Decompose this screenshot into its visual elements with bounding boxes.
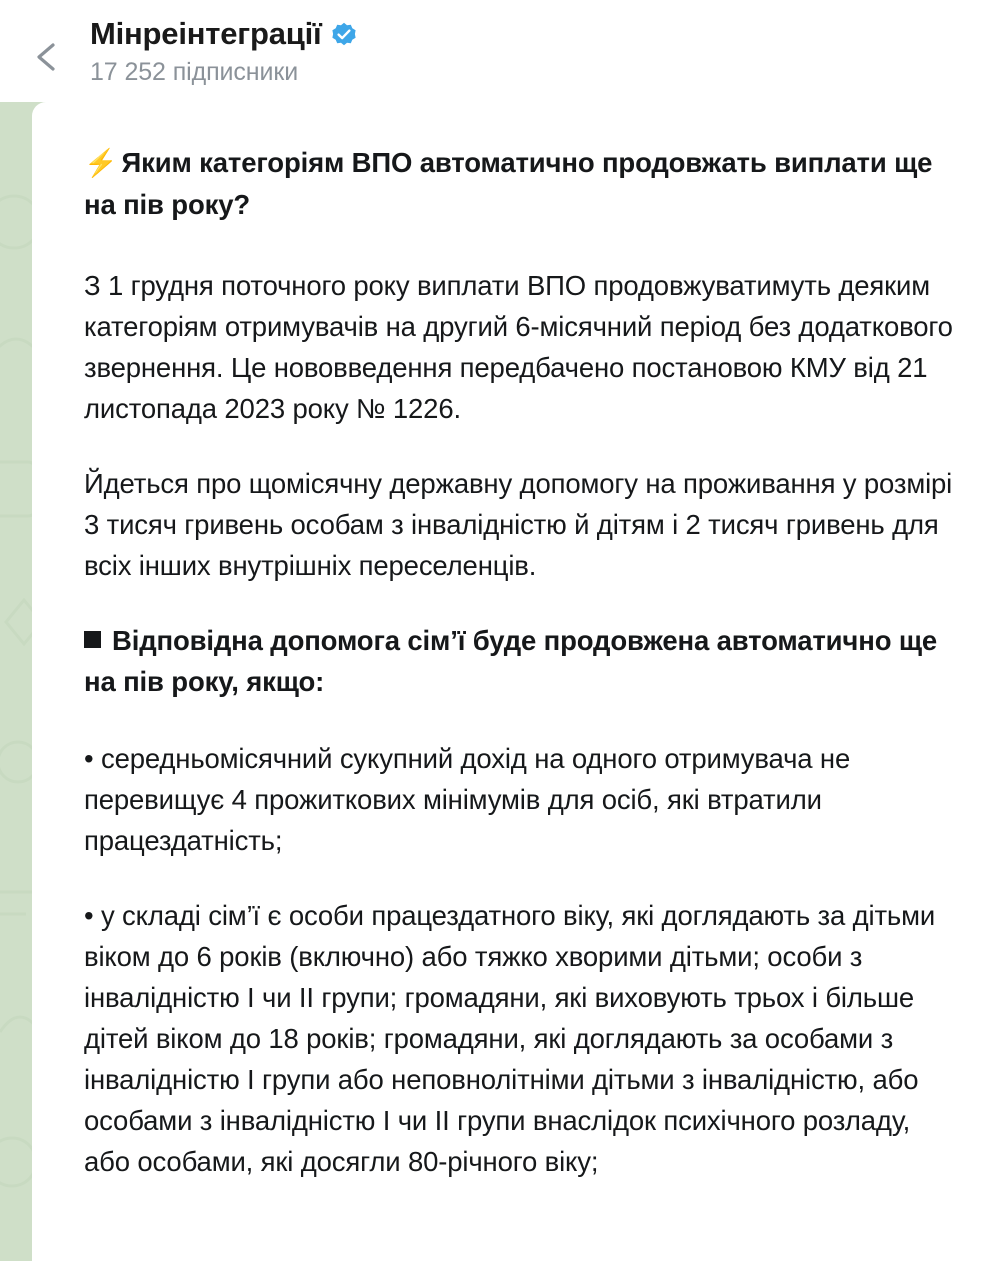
message-heading xyxy=(84,142,956,225)
channel-name: Мінреінтеграції xyxy=(90,16,322,51)
channel-header xyxy=(0,0,1000,102)
message-subheading-text: Відповідна допомога сім’ї буде продовжена автоматично ще на пів року, якщо: xyxy=(84,625,938,697)
back-button[interactable] xyxy=(14,22,84,92)
subscriber-count: 17 252 підписники xyxy=(90,58,299,86)
verified-badge-icon xyxy=(331,22,357,48)
channel-title-row[interactable] xyxy=(90,16,357,52)
black-square-bullet-icon xyxy=(84,631,101,648)
message-heading-text: Яким категоріям ВПО автоматично продовжать виплати ще на пів року? xyxy=(84,147,933,220)
message-subheading xyxy=(84,620,956,702)
header-text-block xyxy=(90,8,357,87)
message-paragraph-1: З 1 грудня поточного року виплати ВПО продовжуватимуть деяким категоріям отримувачів на другий 6-місячний період без додаткового звернення. Це нововведення передбачено постановою КМУ від 21 листопада 2023 року № 1226. xyxy=(84,270,953,424)
message-bubble[interactable] xyxy=(32,102,1000,1261)
chat-left-margin xyxy=(0,102,32,1261)
message-paragraph-2: Йдеться про щомісячну державну допомогу на проживання у розмірі 3 тисяч гривень особам з інвалідністю й дітям і 2 тисяч гривень для всіх інших внутрішніх переселенців. xyxy=(84,468,953,581)
back-arrow-icon xyxy=(27,35,71,79)
message-bullet-1: • середньомісячний сукупний дохід на одного отримувача не перевищує 4 прожиткових мінімумів для осіб, які втратили працездатність; xyxy=(84,743,851,856)
chat-area xyxy=(0,102,1000,1261)
message-bullet-2: • у складі сім’ї є особи працездатного віку, які доглядають за дітьми віком до 6 років (включно) або тяжко хворими дітьми; особи з інвалідністю I чи II групи; громадяни, які виховують трьох і більше дітей віком до 18 років; громадяни, які доглядають за особами з інвалідністю I групи або неповнолітніми дітьми з інвалідністю, або особами з інвалідністю I чи II групи внаслідок психічного розладу, або особами, які досягли 80-річного віку; xyxy=(84,900,936,1177)
bolt-emoji-icon: ⚡ xyxy=(84,148,118,178)
